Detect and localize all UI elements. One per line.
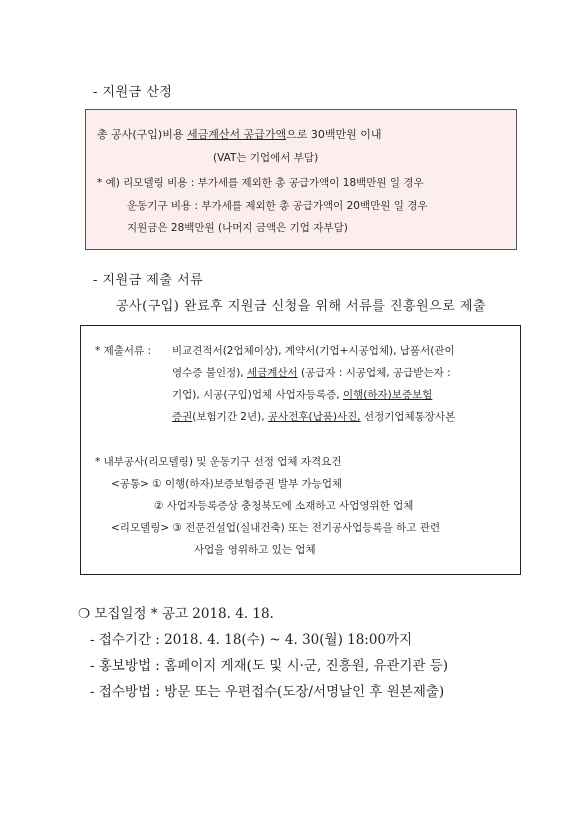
requirements-title: * 내부공사(리모델링) 및 운동기구 선정 업체 자격요건 (95, 456, 342, 468)
guarantee-insurance-underlined: 이행(하자)보증보험 (342, 389, 433, 401)
docs-line-2: 영수증 불인정), 세금계산서 (공급자 : 시공업체, 공급받는자 : (172, 367, 451, 379)
section-documents-title: - 지원금 제출 서류 (93, 273, 204, 288)
support-amount-box (85, 109, 517, 250)
requirement-remodel-cont: 사업을 영위하고 있는 업체 (194, 544, 316, 556)
vat-note: (VAT는 기업에서 부담) (213, 152, 319, 164)
docs-line-4: 증권(보험기간 2년), 공사전후(납품)사진, 선정기업체통장사본 (172, 411, 456, 423)
requirement-common: <공통> ① 이행(하자)보증보험증권 발부 가능업체 (111, 478, 343, 490)
documents-description: 공사(구입) 완료후 지원금 신청을 위해 서류를 진흥원으로 제출 (116, 299, 487, 314)
example-equipment: 운동기구 비용 : 부가세를 제외한 총 공급가액이 20백만원 일 경우 (127, 200, 428, 212)
schedule-title: ❍ 모집일정 * 공고 2018. 4. 18. (78, 606, 274, 622)
requirement-registration: ② 사업자등록증상 충청북도에 소재하고 사업영위한 업체 (154, 500, 414, 512)
example-remodel: * 예) 리모델링 비용 : 부가세를 제외한 총 공급가액이 18백만원 일 경우 (97, 177, 424, 189)
docs-label: * 제출서류 : (95, 345, 152, 357)
support-limit-line: 총 공사(구입)비용 세금계산서 공급가액으로 30백만원 이내 (97, 128, 382, 141)
supply-value-underlined: 세금계산서 공급가액 (186, 128, 287, 141)
schedule-promo: - 홍보방법 : 홈페이지 게재(도 및 시·군, 진흥원, 유관기관 등) (90, 658, 449, 674)
photos-underlined: 공사전후(납품)사진, (267, 411, 361, 423)
docs-line-1: 비교견적서(2업체이상), 계약서(기업+시공업체), 납품서(관이 (172, 345, 455, 357)
requirement-remodel: <리모델링> ③ 전문건설업(실내건축) 또는 전기공사업등록을 하고 관련 (111, 522, 441, 534)
tax-invoice-underlined: 세금계산서 (246, 367, 298, 379)
schedule-period: - 접수기간 : 2018. 4. 18(수) ~ 4. 30(월) 18:00까지 (90, 632, 413, 648)
docs-line-3: 기업), 시공(구입)업체 사업자등록증, 이행(하자)보증보험 (172, 389, 433, 401)
example-total: 지원금은 28백만원 (나머지 금액은 기업 자부담) (127, 222, 348, 234)
schedule-method: - 접수방법 : 방문 또는 우편접수(도장/서명날인 후 원본제출) (90, 684, 445, 700)
documents-box (80, 325, 521, 575)
section-support-amount-title: - 지원금 산정 (93, 85, 173, 100)
